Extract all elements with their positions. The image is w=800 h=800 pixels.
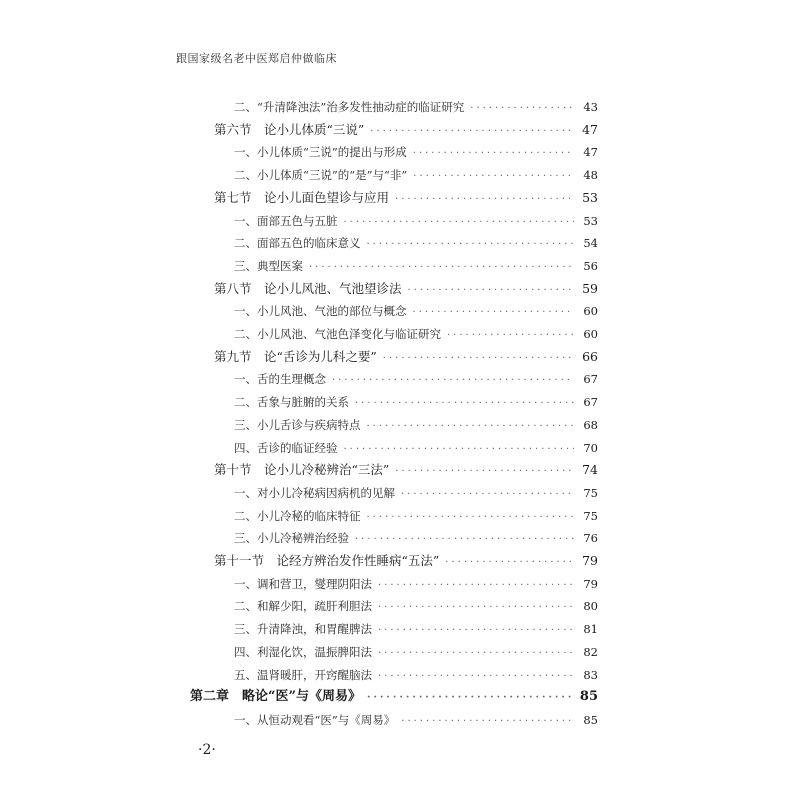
toc-entry-item (234, 528, 598, 548)
toc-entry-item (234, 574, 598, 594)
toc-entry-page: 47 (583, 145, 598, 159)
toc-entry-title: 二、面部五色的临床意义 (234, 236, 361, 250)
toc-entry-title: 第十一节 论经方辨治发作性睡病“五法” (214, 553, 440, 568)
toc-entry-item (234, 596, 598, 616)
toc-leader-dots (383, 349, 574, 369)
toc-entry-item (234, 211, 598, 231)
toc-entry-chapter (190, 687, 598, 707)
toc-entry-page: 54 (583, 236, 598, 250)
toc-entry-title: 一、对小儿冷秘病因病机的见解 (234, 486, 395, 500)
toc-leader-dots (401, 485, 574, 505)
toc-entry-title: 二、小儿冷秘的临床特征 (234, 509, 361, 523)
toc-leader-dots (447, 326, 574, 346)
toc-entry-title: 第十节 论小儿冷秘辨治“三法” (214, 462, 390, 477)
toc-entry-title: 二、和解少阳，疏肝利胆法 (234, 599, 372, 613)
toc-entry-page: 56 (583, 259, 598, 273)
toc-entry-title: 三、典型医案 (234, 259, 303, 273)
toc-entry-title: 四、利湿化饮，温振脾阳法 (234, 645, 372, 659)
toc-entry-title: 第二章 略论“医”与《周易》 (190, 689, 361, 704)
toc-leader-dots (370, 122, 574, 142)
toc-entry-page: 75 (583, 486, 598, 500)
toc-entry-page: 53 (582, 190, 598, 205)
toc-entry-page: 68 (583, 418, 598, 432)
toc-leader-dots (344, 440, 575, 460)
toc-entry-title: 第八节 论小儿风池、气池望诊法 (214, 281, 402, 296)
toc-entry-item (234, 97, 598, 117)
toc-leader-dots (378, 667, 574, 687)
toc-entry-page: 66 (582, 349, 598, 364)
toc-leader-dots (367, 417, 575, 437)
toc-entry-title: 一、面部五色与五脏 (234, 214, 338, 228)
toc-leader-dots (378, 598, 574, 618)
toc-entry-item (234, 483, 598, 503)
toc-entry-page: 60 (583, 304, 598, 318)
toc-entry-title: 四、舌诊的临证经验 (234, 441, 338, 455)
toc-entry-page: 59 (582, 281, 598, 296)
toc-entry-section (214, 279, 598, 299)
toc-entry-title: 一、调和营卫，燮理阴阳法 (234, 577, 372, 591)
toc-entry-item (234, 256, 598, 276)
toc-leader-dots (355, 394, 574, 414)
toc-leader-dots (408, 281, 574, 301)
toc-leader-dots (413, 303, 575, 323)
toc-leader-dots (309, 258, 574, 278)
toc-entry-title: 三、升清降浊，和胃醒脾法 (234, 622, 372, 636)
toc-leader-dots (367, 508, 575, 528)
toc-entry-page: 67 (583, 395, 598, 409)
toc-entry-title: 三、小儿冷秘辨治经验 (234, 531, 349, 545)
toc-entry-item (234, 233, 598, 253)
toc-entry-page: 48 (583, 168, 598, 182)
toc-entry-page: 60 (583, 327, 598, 341)
toc-leader-dots (470, 99, 574, 119)
toc-entry-section (214, 347, 598, 367)
toc-entry-item (234, 142, 598, 162)
toc-leader-dots (395, 462, 574, 482)
toc-entry-title: 二、舌象与脏腑的关系 (234, 395, 349, 409)
toc-entry-title: 五、温肾暖肝，开窍醒脑法 (234, 668, 372, 682)
toc-entry-item (234, 415, 598, 435)
toc-entry-page: 76 (583, 531, 598, 545)
toc-entry-title: 一、从恒动观看“医”与《周易》 (234, 713, 396, 727)
toc-entry-item (234, 369, 598, 389)
toc-entry-title: 一、小儿体质“三说”的提出与形成 (234, 145, 407, 159)
toc-entry-title: 第六节 论小儿体质“三说” (214, 122, 365, 137)
toc-entry-title: 二、小儿体质“三说”的“是”与“非” (234, 168, 408, 182)
toc-entry-item (234, 165, 598, 185)
toc-entry-page: 80 (583, 599, 598, 613)
toc-entry-item (234, 642, 598, 662)
toc-entry-title: 二、小儿风池、气池色泽变化与临证研究 (234, 327, 441, 341)
toc-entry-page: 79 (583, 577, 598, 591)
toc-leader-dots (378, 621, 574, 641)
toc-entry-page: 47 (582, 122, 598, 137)
toc-entry-section (214, 460, 598, 480)
toc-leader-dots (332, 371, 574, 391)
running-header: 跟国家级名老中医郑启仲做临床 (176, 52, 337, 65)
toc-entry-page: 83 (583, 668, 598, 682)
toc-entry-page: 81 (583, 622, 598, 636)
toc-entry-section (214, 551, 598, 571)
toc-entry-page: 85 (583, 713, 598, 727)
toc-entry-item (234, 324, 598, 344)
toc-entry-item (234, 665, 598, 685)
toc-leader-dots (395, 190, 574, 210)
toc-entry-page: 53 (583, 214, 598, 228)
toc-entry-page: 70 (583, 441, 598, 455)
toc-entry-page: 79 (582, 553, 598, 568)
toc-entry-title: 二、“升清降浊法”治多发性抽动症的临证研究 (234, 100, 465, 114)
toc-entry-item (234, 301, 598, 321)
toc-leader-dots (413, 167, 574, 187)
toc-leader-dots (367, 235, 575, 255)
toc-leader-dots (355, 530, 574, 550)
toc-entry-page: 82 (583, 645, 598, 659)
toc-entry-title: 第九节 论“舌诊为儿科之要” (214, 349, 377, 364)
toc-entry-title: 三、小儿舌诊与疾病特点 (234, 418, 361, 432)
toc-entry-item (234, 438, 598, 458)
toc-entry-item (234, 392, 598, 412)
toc-leader-dots (413, 144, 574, 164)
toc-leader-dots (445, 553, 574, 573)
toc-entry-item (234, 506, 598, 526)
toc-entry-page: 74 (582, 462, 598, 477)
toc-leader-dots (378, 644, 574, 664)
toc-entry-section (214, 188, 598, 208)
page-number: ·2· (198, 742, 216, 758)
toc-leader-dots (378, 576, 574, 596)
toc-entry-item (234, 619, 598, 639)
toc-entry-page: 85 (579, 689, 598, 704)
toc-entry-page: 43 (583, 100, 598, 114)
toc-entry-title: 第七节 论小儿面色望诊与应用 (214, 190, 390, 205)
toc-entry-page: 75 (583, 509, 598, 523)
toc-entry-item (234, 710, 598, 730)
toc-entry-title: 一、舌的生理概念 (234, 372, 326, 386)
toc-leader-dots (344, 213, 575, 233)
toc-entry-section (214, 120, 598, 140)
toc-leader-dots (367, 688, 574, 708)
toc-entry-title: 一、小儿风池、气池的部位与概念 (234, 304, 407, 318)
toc-entry-page: 67 (583, 372, 598, 386)
toc-leader-dots (401, 712, 574, 732)
